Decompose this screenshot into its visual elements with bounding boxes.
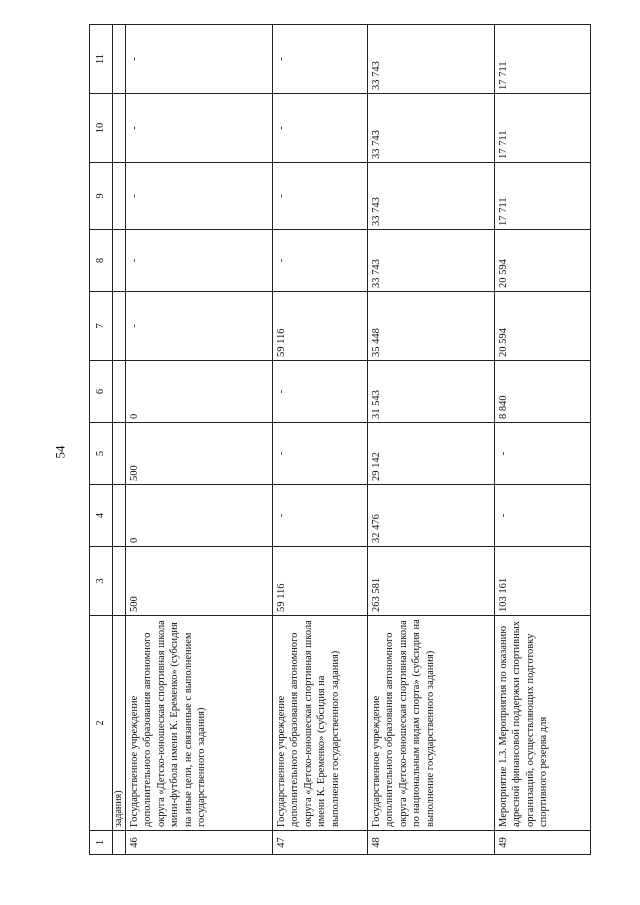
- column-header: 9: [90, 163, 113, 230]
- column-header: 4: [90, 485, 113, 547]
- value-cell: 59 116: [273, 547, 368, 616]
- page-number: 54: [52, 445, 68, 459]
- value-cell: 500: [126, 423, 273, 485]
- budget-table: [89, 24, 591, 855]
- row-number: 47: [273, 831, 368, 855]
- value-cell: 500: [126, 547, 273, 616]
- value-cell: -: [273, 25, 368, 94]
- column-header: 8: [90, 230, 113, 292]
- table-cell: [113, 25, 126, 94]
- table-cell: [113, 292, 126, 361]
- value-cell: -: [126, 94, 273, 163]
- value-cell: 103 161: [495, 547, 591, 616]
- row-description: Государственное учреждение дополнительного образования автономного округа «Детско-юношеская спортивная школа имени К. Еременко» (субсидия на выполнение государственного задания): [273, 616, 368, 831]
- value-cell: -: [126, 230, 273, 292]
- budget-table-rotated: [89, 45, 579, 855]
- value-cell: 17 711: [495, 163, 591, 230]
- row-description: Государственное учреждение дополнительного образования автономного округа «Детско-юношеская спортивная школа мини-футбола имени К. Еременко» (субсидия на иные цели, не связанные с выполнением государственного задания): [126, 616, 273, 831]
- value-cell: -: [273, 94, 368, 163]
- value-cell: 33 743: [368, 163, 495, 230]
- value-cell: 32 476: [368, 485, 495, 547]
- table-row: [368, 25, 495, 855]
- table-cell: [113, 163, 126, 230]
- value-cell: -: [273, 361, 368, 423]
- value-cell: -: [126, 163, 273, 230]
- table-cell: [113, 423, 126, 485]
- column-header: 11: [90, 25, 113, 94]
- row-description: Мероприятие 1.3. Мероприятия по оказанию адресной финансовой поддержки спортивных организаций, осуществляющих подготовку спортивного резерва для: [495, 616, 591, 831]
- value-cell: -: [126, 25, 273, 94]
- header-row: [90, 25, 113, 855]
- value-cell: -: [273, 423, 368, 485]
- value-cell: -: [126, 292, 273, 361]
- column-header: 5: [90, 423, 113, 485]
- value-cell: 33 743: [368, 94, 495, 163]
- value-cell: 35 448: [368, 292, 495, 361]
- table-cell: [113, 94, 126, 163]
- value-cell: 0: [126, 485, 273, 547]
- value-cell: 17 711: [495, 25, 591, 94]
- value-cell: 33 743: [368, 230, 495, 292]
- value-cell: 20 594: [495, 292, 591, 361]
- value-cell: 17 711: [495, 94, 591, 163]
- value-cell: -: [273, 230, 368, 292]
- column-header: 10: [90, 94, 113, 163]
- value-cell: 29 142: [368, 423, 495, 485]
- table-cell: [113, 547, 126, 616]
- value-cell: 0: [126, 361, 273, 423]
- value-cell: -: [495, 485, 591, 547]
- value-cell: 263 581: [368, 547, 495, 616]
- table-cell: [113, 230, 126, 292]
- column-header: 2: [90, 616, 113, 831]
- table-row: [126, 25, 273, 855]
- table-cell: [113, 361, 126, 423]
- table-row: [495, 25, 591, 855]
- column-header: 7: [90, 292, 113, 361]
- value-cell: -: [273, 163, 368, 230]
- column-header: 1: [90, 831, 113, 855]
- row-number: 46: [126, 831, 273, 855]
- row-number: 49: [495, 831, 591, 855]
- value-cell: 20 594: [495, 230, 591, 292]
- value-cell: 31 543: [368, 361, 495, 423]
- value-cell: 33 743: [368, 25, 495, 94]
- value-cell: -: [273, 485, 368, 547]
- value-cell: -: [495, 423, 591, 485]
- value-cell: 8 840: [495, 361, 591, 423]
- row-number: 48: [368, 831, 495, 855]
- table-cell: [113, 831, 126, 855]
- table-cell: [113, 485, 126, 547]
- column-header: 6: [90, 361, 113, 423]
- row-description: Государственное учреждение дополнительного образования автономного округа «Детско-юношеская спортивная школа по национальным видам спорта» (субсидия на выполнение государственного задания): [368, 616, 495, 831]
- column-header: 3: [90, 547, 113, 616]
- continuation-row: [113, 25, 126, 855]
- continuation-text: задания): [113, 616, 126, 831]
- table-row: [273, 25, 368, 855]
- value-cell: 59 116: [273, 292, 368, 361]
